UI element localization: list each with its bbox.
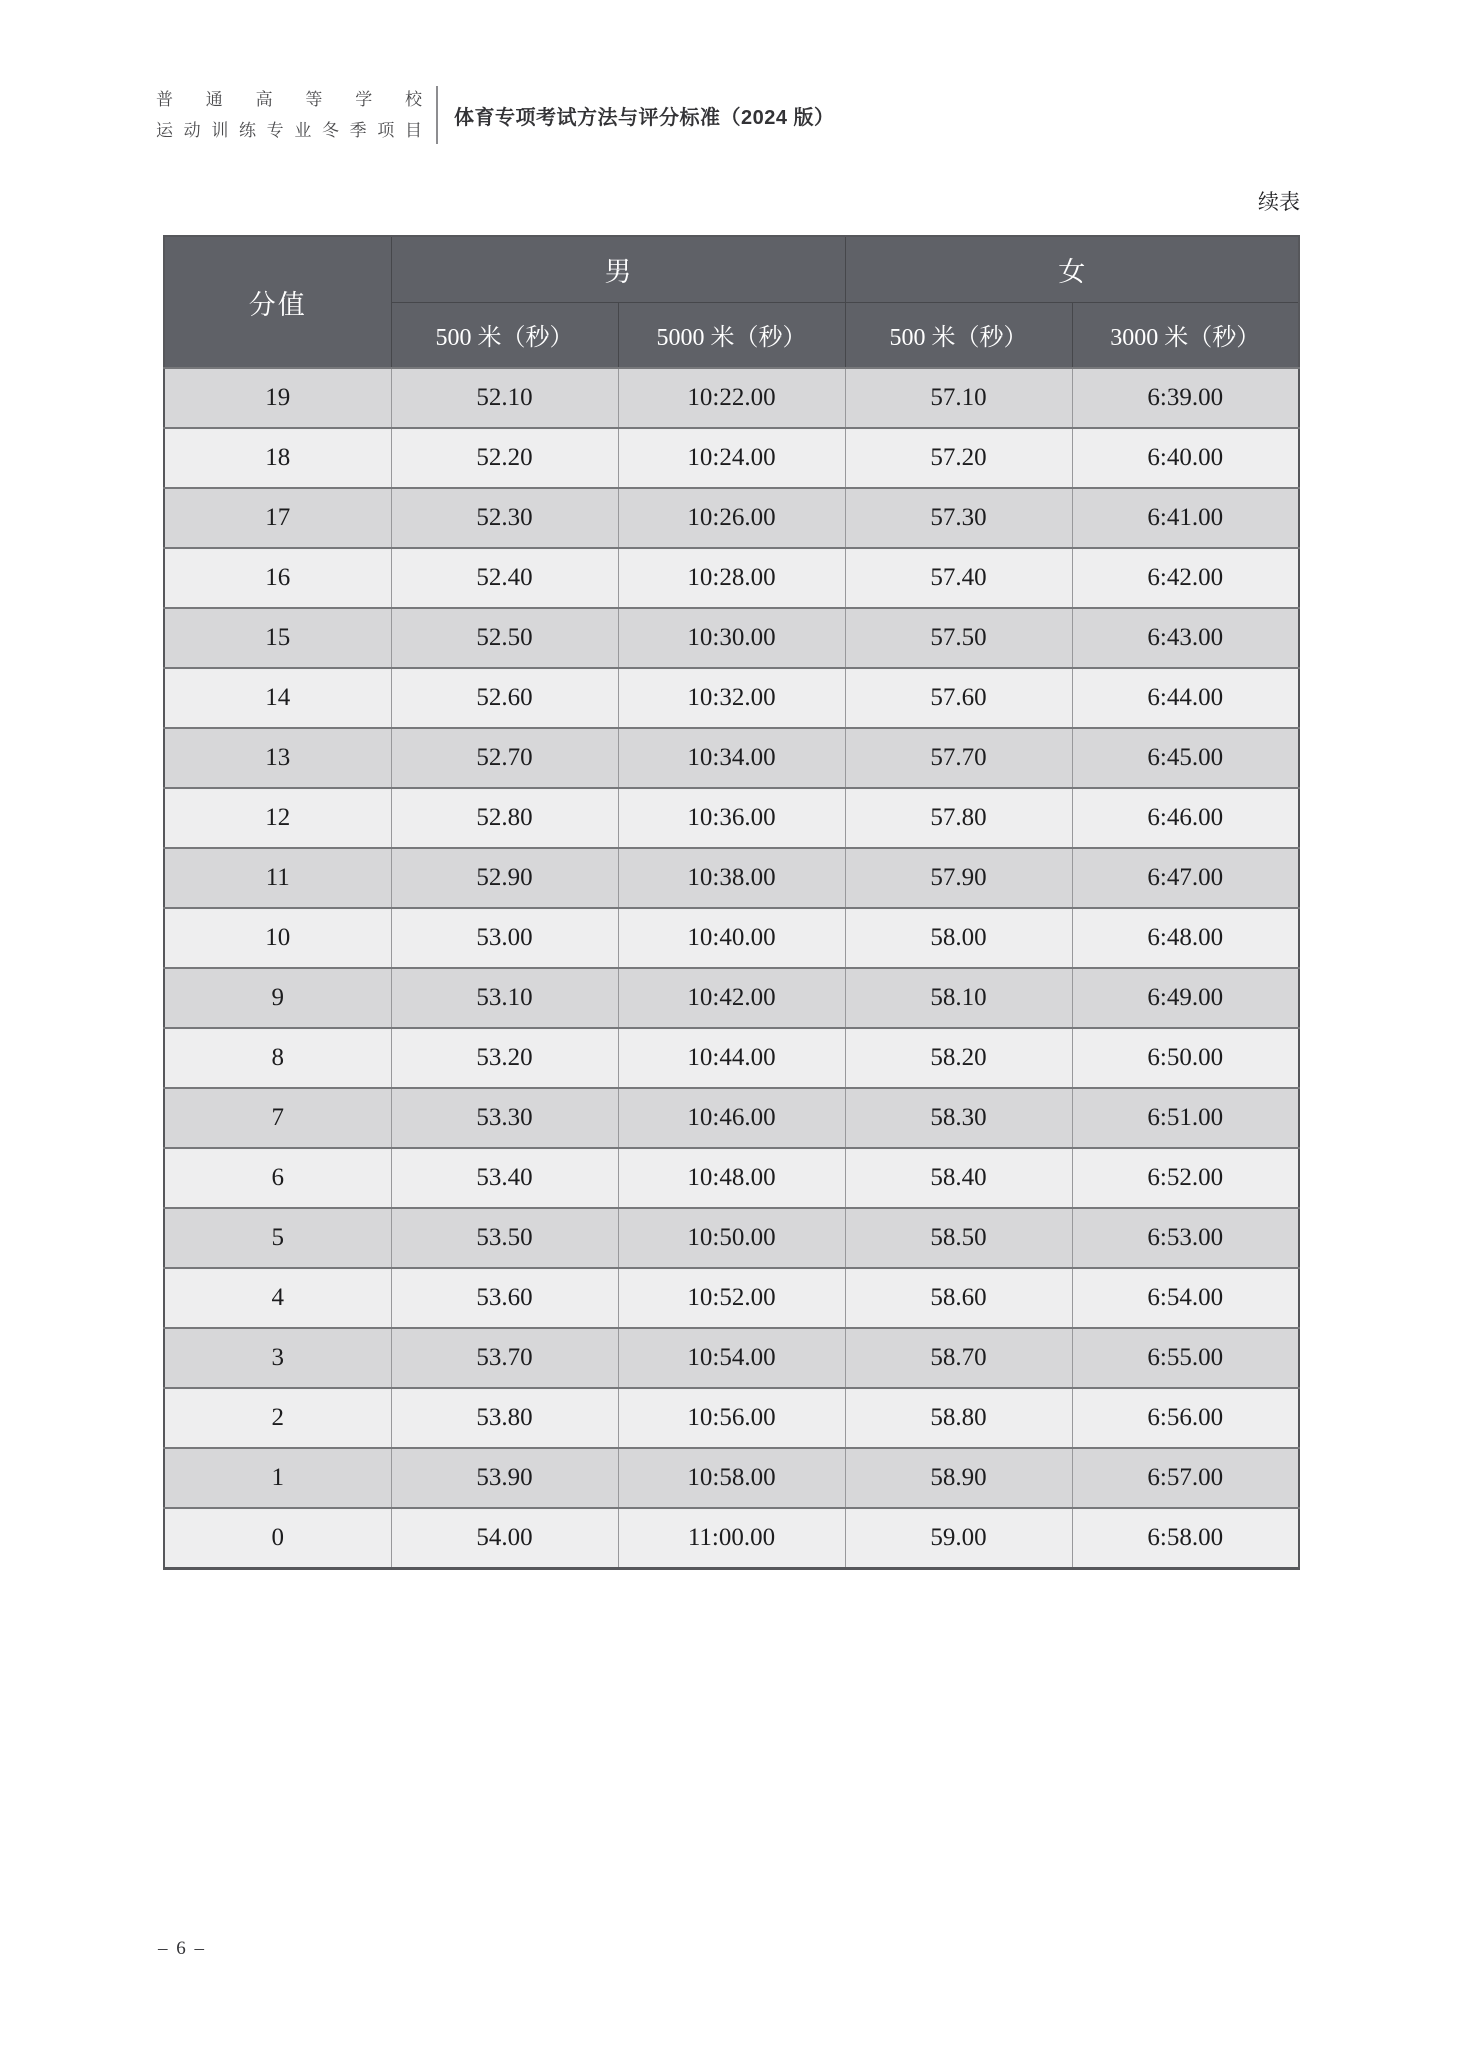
table-row	[164, 1028, 1299, 1088]
time-cell: 58.90	[845, 1448, 1072, 1508]
time-cell: 10:48.00	[618, 1148, 845, 1208]
score-cell: 2	[164, 1388, 391, 1448]
male-group-header: 男	[391, 236, 845, 302]
table-row	[164, 1328, 1299, 1388]
time-cell: 52.60	[391, 668, 618, 728]
book-title: 体育专项考试方法与评分标准（2024 版）	[454, 106, 835, 129]
time-cell: 59.00	[845, 1508, 1072, 1568]
time-cell: 6:57.00	[1072, 1448, 1299, 1508]
score-cell: 10	[164, 908, 391, 968]
time-cell: 52.20	[391, 428, 618, 488]
score-cell: 9	[164, 968, 391, 1028]
table-row	[164, 1508, 1299, 1568]
score-cell: 12	[164, 788, 391, 848]
score-cell: 11	[164, 848, 391, 908]
table-row	[164, 1208, 1299, 1268]
table-row	[164, 908, 1299, 968]
score-cell: 0	[164, 1508, 391, 1568]
time-cell: 54.00	[391, 1508, 618, 1568]
time-cell: 53.90	[391, 1448, 618, 1508]
time-cell: 6:53.00	[1072, 1208, 1299, 1268]
time-cell: 58.70	[845, 1328, 1072, 1388]
time-cell: 6:55.00	[1072, 1328, 1299, 1388]
score-table-container	[163, 235, 1300, 1570]
time-cell: 53.80	[391, 1388, 618, 1448]
female-3000m-header: 3000 米（秒）	[1072, 302, 1299, 368]
time-cell: 53.40	[391, 1148, 618, 1208]
table-row	[164, 1088, 1299, 1148]
series-line-2: 运动训练专业冬季项目	[156, 121, 422, 140]
running-head	[156, 84, 835, 146]
male-500m-header: 500 米（秒）	[391, 302, 618, 368]
time-cell: 10:30.00	[618, 608, 845, 668]
score-cell: 8	[164, 1028, 391, 1088]
time-cell: 6:52.00	[1072, 1148, 1299, 1208]
score-column-header: 分值	[164, 236, 391, 368]
time-cell: 6:41.00	[1072, 488, 1299, 548]
score-cell: 1	[164, 1448, 391, 1508]
table-row	[164, 1388, 1299, 1448]
time-cell: 6:48.00	[1072, 908, 1299, 968]
time-cell: 58.80	[845, 1388, 1072, 1448]
continued-table-label: 续表	[1258, 190, 1300, 214]
score-cell: 6	[164, 1148, 391, 1208]
time-cell: 52.90	[391, 848, 618, 908]
score-table-header	[164, 236, 1299, 368]
table-row	[164, 428, 1299, 488]
time-cell: 57.30	[845, 488, 1072, 548]
time-cell: 10:38.00	[618, 848, 845, 908]
male-5000m-header: 5000 米（秒）	[618, 302, 845, 368]
score-table	[163, 235, 1300, 1570]
time-cell: 57.60	[845, 668, 1072, 728]
time-cell: 10:50.00	[618, 1208, 845, 1268]
table-row	[164, 1268, 1299, 1328]
time-cell: 10:26.00	[618, 488, 845, 548]
score-cell: 4	[164, 1268, 391, 1328]
time-cell: 52.40	[391, 548, 618, 608]
table-row	[164, 608, 1299, 668]
time-cell: 53.30	[391, 1088, 618, 1148]
female-500m-header: 500 米（秒）	[845, 302, 1072, 368]
page-number: – 6 –	[158, 1938, 206, 1959]
time-cell: 57.90	[845, 848, 1072, 908]
time-cell: 53.20	[391, 1028, 618, 1088]
time-cell: 10:58.00	[618, 1448, 845, 1508]
time-cell: 6:46.00	[1072, 788, 1299, 848]
table-row	[164, 1448, 1299, 1508]
score-cell: 15	[164, 608, 391, 668]
time-cell: 10:56.00	[618, 1388, 845, 1448]
time-cell: 58.30	[845, 1088, 1072, 1148]
time-cell: 10:32.00	[618, 668, 845, 728]
time-cell: 10:28.00	[618, 548, 845, 608]
table-row	[164, 548, 1299, 608]
time-cell: 10:54.00	[618, 1328, 845, 1388]
score-cell: 13	[164, 728, 391, 788]
score-cell: 17	[164, 488, 391, 548]
time-cell: 6:44.00	[1072, 668, 1299, 728]
time-cell: 6:51.00	[1072, 1088, 1299, 1148]
time-cell: 6:47.00	[1072, 848, 1299, 908]
time-cell: 52.80	[391, 788, 618, 848]
table-row	[164, 668, 1299, 728]
header-divider-line	[436, 86, 438, 144]
score-cell: 18	[164, 428, 391, 488]
female-group-header: 女	[845, 236, 1299, 302]
time-cell: 57.20	[845, 428, 1072, 488]
time-cell: 6:49.00	[1072, 968, 1299, 1028]
time-cell: 6:56.00	[1072, 1388, 1299, 1448]
time-cell: 11:00.00	[618, 1508, 845, 1568]
time-cell: 58.00	[845, 908, 1072, 968]
time-cell: 10:40.00	[618, 908, 845, 968]
score-cell: 19	[164, 368, 391, 428]
time-cell: 10:52.00	[618, 1268, 845, 1328]
time-cell: 6:39.00	[1072, 368, 1299, 428]
time-cell: 10:22.00	[618, 368, 845, 428]
score-cell: 5	[164, 1208, 391, 1268]
table-row	[164, 728, 1299, 788]
group-header-row	[164, 236, 1299, 302]
time-cell: 57.70	[845, 728, 1072, 788]
table-row	[164, 968, 1299, 1028]
time-cell: 53.00	[391, 908, 618, 968]
time-cell: 52.50	[391, 608, 618, 668]
time-cell: 10:36.00	[618, 788, 845, 848]
time-cell: 57.40	[845, 548, 1072, 608]
time-cell: 57.10	[845, 368, 1072, 428]
table-row	[164, 368, 1299, 428]
time-cell: 6:40.00	[1072, 428, 1299, 488]
time-cell: 10:34.00	[618, 728, 845, 788]
time-cell: 10:24.00	[618, 428, 845, 488]
time-cell: 57.50	[845, 608, 1072, 668]
score-table-body	[164, 368, 1299, 1568]
time-cell: 10:46.00	[618, 1088, 845, 1148]
time-cell: 6:58.00	[1072, 1508, 1299, 1568]
score-cell: 16	[164, 548, 391, 608]
time-cell: 6:45.00	[1072, 728, 1299, 788]
time-cell: 53.60	[391, 1268, 618, 1328]
time-cell: 53.50	[391, 1208, 618, 1268]
table-row	[164, 848, 1299, 908]
time-cell: 57.80	[845, 788, 1072, 848]
time-cell: 52.10	[391, 368, 618, 428]
time-cell: 58.40	[845, 1148, 1072, 1208]
time-cell: 52.70	[391, 728, 618, 788]
time-cell: 10:42.00	[618, 968, 845, 1028]
time-cell: 10:44.00	[618, 1028, 845, 1088]
time-cell: 53.70	[391, 1328, 618, 1388]
score-cell: 14	[164, 668, 391, 728]
running-head-series	[156, 84, 422, 146]
time-cell: 53.10	[391, 968, 618, 1028]
table-row	[164, 488, 1299, 548]
time-cell: 58.60	[845, 1268, 1072, 1328]
score-cell: 3	[164, 1328, 391, 1388]
time-cell: 6:54.00	[1072, 1268, 1299, 1328]
time-cell: 6:50.00	[1072, 1028, 1299, 1088]
time-cell: 6:42.00	[1072, 548, 1299, 608]
time-cell: 6:43.00	[1072, 608, 1299, 668]
score-cell: 7	[164, 1088, 391, 1148]
series-line-1: 普通高等学校	[156, 90, 422, 109]
table-row	[164, 788, 1299, 848]
time-cell: 58.10	[845, 968, 1072, 1028]
table-row	[164, 1148, 1299, 1208]
time-cell: 58.50	[845, 1208, 1072, 1268]
time-cell: 52.30	[391, 488, 618, 548]
time-cell: 58.20	[845, 1028, 1072, 1088]
